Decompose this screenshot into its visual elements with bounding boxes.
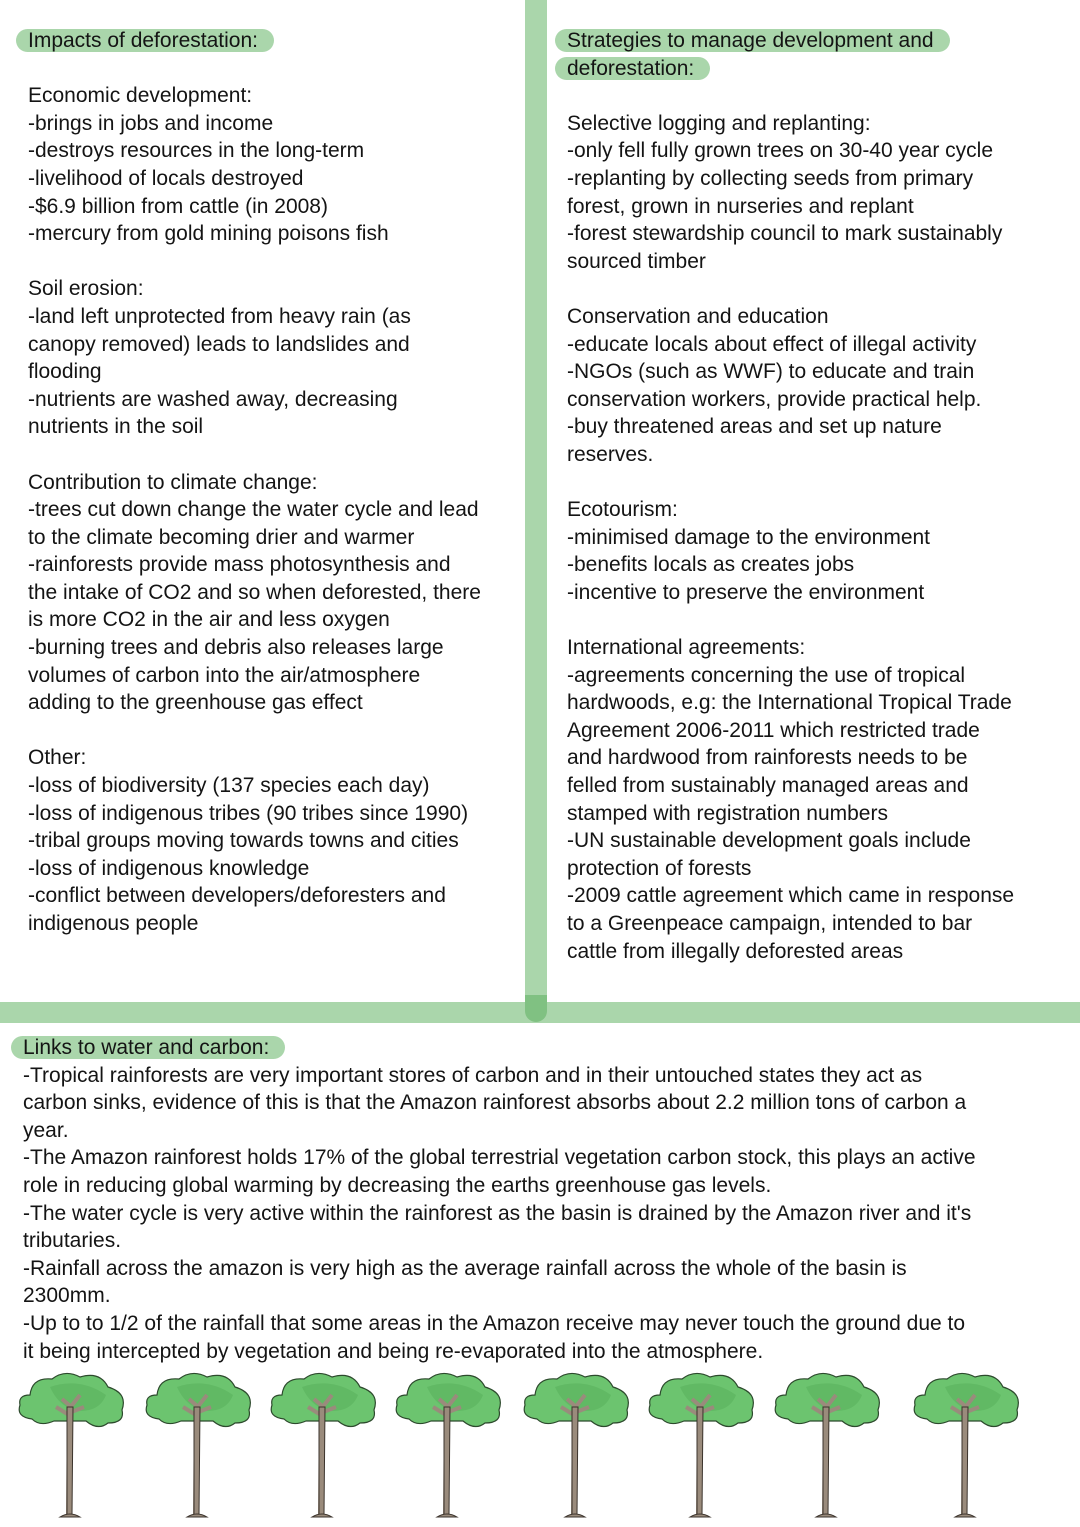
text-line: is more CO2 in the air and less oxygen bbox=[28, 608, 390, 632]
text-line: -loss of indigenous knowledge bbox=[28, 856, 310, 880]
text-line: hardwoods, e.g: the International Tropical Trade bbox=[567, 691, 1012, 715]
text-line: -benefits locals as creates jobs bbox=[567, 553, 855, 577]
text-line: -incentive to preserve the environment bbox=[567, 580, 925, 604]
text-line: nutrients in the soil bbox=[28, 415, 204, 439]
text-line: sourced timber bbox=[567, 249, 706, 273]
text-line: -2009 cattle agreement which came in response bbox=[567, 884, 1015, 908]
water-carbon-heading: Links to water and carbon: bbox=[11, 1036, 285, 1059]
tree-icon bbox=[640, 1365, 760, 1520]
impacts-column bbox=[28, 27, 518, 938]
text-line: -$6.9 billion from cattle (in 2008) bbox=[28, 194, 328, 218]
text-line: 2300mm. bbox=[23, 1284, 111, 1308]
text-line: -Rainfall across the amazon is very high as the average rainfall across the whole of the basin is bbox=[23, 1256, 907, 1280]
text-line: reserves. bbox=[567, 442, 654, 466]
text-line: to the climate becoming drier and warmer bbox=[28, 525, 415, 549]
text-line: the intake of CO2 and so when deforested, there bbox=[28, 580, 481, 604]
text-line: -buy threatened areas and set up nature bbox=[567, 415, 942, 439]
text-line: -tribal groups moving towards towns and cities bbox=[28, 829, 459, 853]
text-line: felled from sustainably managed areas and bbox=[567, 774, 969, 798]
strategies-heading-line-1: Strategies to manage development and bbox=[555, 29, 950, 52]
divider-end bbox=[525, 995, 547, 1022]
text-line: -brings in jobs and income bbox=[28, 111, 274, 135]
text-line: -agreements concerning the use of tropical bbox=[567, 663, 966, 687]
text-line: -livelihood of locals destroyed bbox=[28, 166, 304, 190]
text-line: conservation workers, provide practical help. bbox=[567, 387, 982, 411]
spacer bbox=[28, 441, 518, 469]
tree-icon bbox=[387, 1365, 507, 1520]
text-line: year. bbox=[23, 1118, 69, 1142]
section-title: Conservation and education bbox=[567, 304, 829, 328]
tree-icon bbox=[137, 1365, 257, 1520]
water-carbon-section bbox=[23, 1034, 1073, 1365]
text-line: -The water cycle is very active within the rainforest as the basin is drained by the Amazon river and it's bbox=[23, 1201, 972, 1225]
text-line: Agreement 2006-2011 which restricted trade bbox=[567, 718, 980, 742]
text-line: protection of forests bbox=[567, 856, 752, 880]
text-line: adding to the greenhouse gas effect bbox=[28, 691, 363, 715]
text-line: -conflict between developers/deforesters and bbox=[28, 884, 446, 908]
text-line: -loss of indigenous tribes (90 tribes since 1990) bbox=[28, 801, 469, 825]
text-line: to a Greenpeace campaign, intended to bar bbox=[567, 912, 973, 935]
section-title: Other: bbox=[28, 746, 87, 770]
section-title: Ecotourism: bbox=[567, 498, 678, 522]
spacer bbox=[567, 275, 1067, 303]
spacer bbox=[567, 82, 1067, 110]
text-line: and hardwood from rainforests needs to be bbox=[567, 746, 968, 770]
tree-icon bbox=[515, 1365, 635, 1520]
text-line: -mercury from gold mining poisons fish bbox=[28, 222, 389, 246]
tree-icon bbox=[766, 1365, 886, 1520]
text-line: volumes of carbon into the air/atmosphere bbox=[28, 663, 421, 687]
strategies-heading-line-2: deforestation: bbox=[555, 57, 710, 80]
tree-row bbox=[0, 1365, 1080, 1527]
text-line: -trees cut down change the water cycle and lead bbox=[28, 498, 479, 522]
section-title: Economic development: bbox=[28, 84, 253, 108]
text-line: -educate locals about effect of illegal activity bbox=[567, 332, 977, 356]
section-title: Soil erosion: bbox=[28, 277, 144, 301]
text-line: -land left unprotected from heavy rain (as bbox=[28, 304, 411, 328]
section-title: International agreements: bbox=[567, 636, 806, 660]
text-line: indigenous people bbox=[28, 912, 199, 935]
tree-icon bbox=[905, 1365, 1025, 1520]
text-line: cattle from illegally deforested areas bbox=[567, 939, 904, 963]
text-line: -only fell fully grown trees on 30-40 year cycle bbox=[567, 139, 994, 163]
text-line: -loss of biodiversity (137 species each day) bbox=[28, 774, 430, 798]
text-line: canopy removed) leads to landslides and bbox=[28, 332, 410, 356]
spacer bbox=[28, 717, 518, 745]
text-line: -rainforests provide mass photosynthesis and bbox=[28, 553, 451, 577]
strategies-column bbox=[567, 27, 1067, 965]
section-title: Contribution to climate change: bbox=[28, 470, 318, 494]
text-line: -minimised damage to the environment bbox=[567, 525, 931, 549]
spacer bbox=[28, 248, 518, 276]
text-line: -burning trees and debris also releases large bbox=[28, 636, 444, 660]
section-title: Selective logging and replanting: bbox=[567, 111, 871, 135]
text-line: -UN sustainable development goals include bbox=[567, 829, 971, 853]
text-line: -replanting by collecting seeds from primary bbox=[567, 166, 974, 190]
text-line: forest, grown in nurseries and replant bbox=[567, 194, 914, 218]
spacer bbox=[28, 55, 518, 83]
text-line: -destroys resources in the long-term bbox=[28, 139, 365, 163]
text-line: -The Amazon rainforest holds 17% of the global terrestrial vegetation carbon stock, this plays an active bbox=[23, 1146, 976, 1170]
text-line: role in reducing global warming by decreasing the earths greenhouse gas levels. bbox=[23, 1173, 772, 1197]
spacer bbox=[567, 469, 1067, 497]
text-line: stamped with registration numbers bbox=[567, 801, 888, 825]
text-line: tributaries. bbox=[23, 1229, 122, 1253]
text-line: -NGOs (such as WWF) to educate and train bbox=[567, 360, 975, 384]
text-line: it being intercepted by vegetation and being re-evaporated into the atmosphere. bbox=[23, 1339, 764, 1363]
text-line: carbon sinks, evidence of this is that the Amazon rainforest absorbs about 2.2 million tons of carbon a bbox=[23, 1091, 967, 1115]
impacts-heading: Impacts of deforestation: bbox=[16, 29, 274, 52]
tree-icon bbox=[262, 1365, 382, 1520]
spacer bbox=[567, 606, 1067, 634]
text-line: flooding bbox=[28, 360, 102, 384]
column-divider bbox=[525, 0, 547, 1022]
text-line: -Tropical rainforests are very important stores of carbon and in their untouched states they act as bbox=[23, 1063, 923, 1087]
text-line: -nutrients are washed away, decreasing bbox=[28, 387, 398, 411]
text-line: -forest stewardship council to mark sustainably bbox=[567, 222, 1003, 246]
text-line: -Up to to 1/2 of the rainfall that some areas in the Amazon receive may never touch the ground due to bbox=[23, 1311, 966, 1335]
tree-icon bbox=[10, 1365, 130, 1520]
